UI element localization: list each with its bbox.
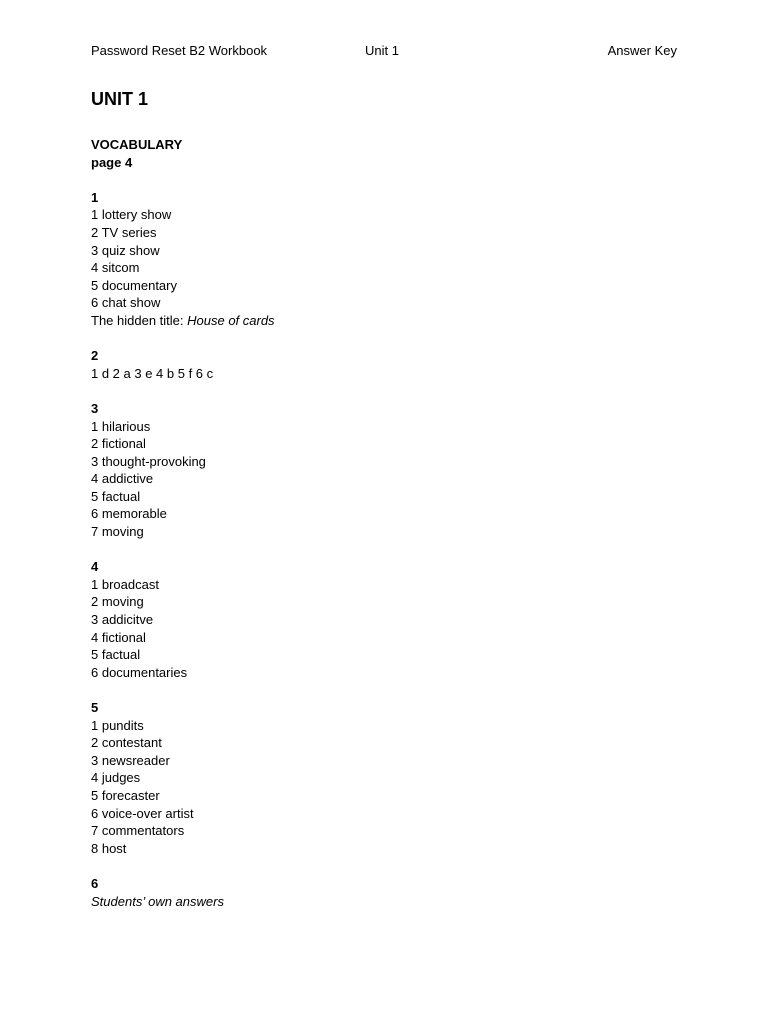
answer-line: 6 memorable bbox=[91, 506, 167, 522]
answer-line: 2 fictional bbox=[91, 436, 146, 452]
hidden-title-label: The hidden title: bbox=[91, 312, 188, 328]
header-unit: Unit 1 bbox=[365, 43, 399, 58]
exercise-number: 2 bbox=[91, 348, 99, 364]
exercise-3 bbox=[91, 400, 691, 541]
answer-line: 3 addicitve bbox=[91, 612, 154, 628]
exercise-number: 3 bbox=[91, 400, 99, 416]
answer-line: 8 host bbox=[91, 840, 127, 856]
answer-line: 3 thought-provoking bbox=[91, 453, 206, 469]
section-page: page 4 bbox=[91, 154, 133, 170]
answer-line: 7 commentators bbox=[91, 823, 185, 839]
exercise-2 bbox=[91, 347, 691, 382]
exercise-number: 4 bbox=[91, 559, 99, 575]
exercise-number: 1 bbox=[91, 189, 99, 205]
exercise-4 bbox=[91, 558, 691, 681]
answer-line: 2 contestant bbox=[91, 735, 162, 751]
answer-line: 3 newsreader bbox=[91, 752, 170, 768]
exercise-1 bbox=[91, 189, 691, 330]
answer-line: 5 forecaster bbox=[91, 787, 160, 803]
header-answer-key: Answer Key bbox=[607, 43, 677, 58]
answer-line: 5 factual bbox=[91, 488, 141, 504]
answer-line: Students’ own answers bbox=[91, 893, 224, 909]
answer-line: 6 chat show bbox=[91, 295, 161, 311]
answer-line: 6 voice-over artist bbox=[91, 805, 194, 821]
section-title: VOCABULARY bbox=[91, 137, 183, 152]
exercise-number: 5 bbox=[91, 700, 99, 715]
exercise-5 bbox=[91, 699, 691, 857]
answer-line: 1 broadcast bbox=[91, 576, 159, 592]
answer-line: 1 hilarious bbox=[91, 418, 151, 434]
exercise-6 bbox=[91, 875, 691, 910]
answer-line: 6 documentaries bbox=[91, 664, 188, 680]
answer-line: 4 addictive bbox=[91, 471, 154, 487]
answer-line: 5 factual bbox=[91, 647, 141, 663]
answer-line: 1 d 2 a 3 e 4 b 5 f 6 c bbox=[91, 365, 214, 381]
exercise-number: 6 bbox=[91, 875, 99, 891]
hidden-title-value: House of cards bbox=[187, 312, 275, 328]
answer-line: 1 lottery show bbox=[91, 207, 172, 223]
answer-line: 4 sitcom bbox=[91, 260, 140, 276]
hidden-title-line bbox=[91, 312, 691, 330]
running-header bbox=[91, 42, 677, 60]
answer-line: 3 quiz show bbox=[91, 242, 160, 258]
header-book-title: Password Reset B2 Workbook bbox=[91, 43, 268, 58]
answer-line: 4 judges bbox=[91, 770, 141, 786]
answer-line: 2 moving bbox=[91, 594, 144, 610]
answer-line: 2 TV series bbox=[91, 224, 157, 240]
answer-line: 7 moving bbox=[91, 524, 144, 540]
answer-line: 1 pundits bbox=[91, 717, 144, 733]
document-body bbox=[91, 88, 691, 910]
answer-line: 4 fictional bbox=[91, 629, 146, 645]
unit-title: UNIT 1 bbox=[91, 89, 149, 109]
answer-line: 5 documentary bbox=[91, 277, 177, 293]
